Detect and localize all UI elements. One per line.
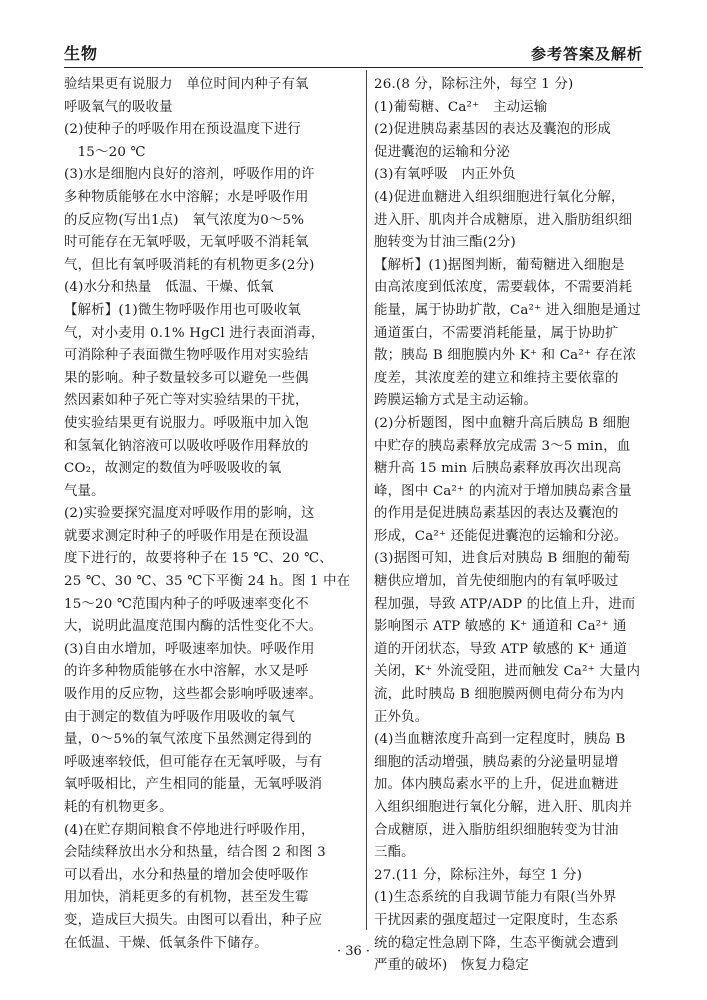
text-line: 严重的破坏) 恢复力稳定: [374, 958, 529, 974]
text-line: 然因素如种子死亡等对实验结果的干扰，: [64, 393, 309, 409]
text-line: CO₂，故测定的数值为呼吸吸收的氧: [64, 461, 282, 477]
subject-label: 生物: [64, 44, 99, 63]
text-line: 进入肝、肌肉并合成糖原，进入脂肪组织细: [374, 212, 633, 228]
text-line: 27.(11 分，除标注外，每空 1 分): [374, 867, 583, 883]
text-line: 【解析】(1)微生物呼吸作用也可吸收氧: [64, 302, 302, 318]
text-line: 时可能存在无氧呼吸，无氧呼吸不消耗氧: [64, 235, 309, 251]
text-line: 形成，Ca²⁺ 还能促进囊泡的运输和分泌。: [374, 528, 628, 544]
right-column: [374, 74, 650, 978]
text-line: (2)使种子的呼吸作用在预设温度下进行: [64, 122, 302, 138]
text-line: 通道蛋白，不需要消耗能量，属于协助扩: [374, 325, 619, 341]
text-line: 氧呼吸相比，产生相同的能量，无氧呼吸消: [64, 777, 323, 793]
text-line: 15～20 ℃: [64, 144, 146, 160]
page-number: · 36 ·: [336, 944, 371, 959]
text-line: 的作用是促进胰岛素基因的表达及囊泡的: [374, 506, 619, 522]
text-line: 胞转变为甘油三酯(2分): [374, 235, 516, 251]
text-line: (3)水是细胞内良好的溶剂，呼吸作用的许: [64, 167, 315, 183]
text-line: (3)自由水增加，呼吸速率加快。呼吸作用: [64, 641, 315, 657]
section-label: 参考答案及解析: [530, 45, 643, 63]
text-line: 量，0～5%的氧气浓度下虽然测定得到的: [64, 732, 312, 748]
text-line: 峰，图中 Ca²⁺ 的内流对于增加胰岛素含量: [374, 483, 632, 499]
text-line: 能量，属于协助扩散，Ca²⁺ 进入细胞是通过: [374, 302, 641, 318]
text-line: 关闭，K⁺ 外流受阻，进而触发 Ca²⁺ 大量内: [374, 664, 641, 680]
text-line: 统的稳定性急剧下降，生态平衡就会遭到: [374, 935, 619, 951]
text-line: (3)有氧呼吸 内正外负: [374, 167, 516, 183]
text-line: 呼吸速率较低，但可能存在无氧呼吸，与有: [64, 754, 323, 770]
text-line: 变，造成巨大损失。由图可以看出，种子应: [64, 912, 323, 928]
text-line: 在低温、干燥、低氧条件下储存。: [64, 935, 268, 951]
text-line: (4)促进血糖进入组织细胞进行氧化分解，: [374, 189, 625, 205]
text-line: 使实验结果更有说服力。呼吸瓶中加入饱: [64, 415, 309, 431]
text-line: (2)促进胰岛素基因的表达及囊泡的形成: [374, 122, 612, 138]
text-line: 由于测定的数值为呼吸作用吸收的氧气: [64, 709, 296, 725]
text-line: 道的开闭状态，导致 ATP 敏感的 K⁺ 通道: [374, 641, 628, 657]
text-line: 气，但比有氧呼吸消耗的有机物更多(2分): [64, 257, 315, 273]
text-line: 验结果更有说服力 单位时间内种子有氧: [64, 77, 309, 92]
text-line: 跨膜运输方式是主动运输。: [374, 393, 538, 409]
text-line: 散；胰岛 B 细胞膜内外 K⁺ 和 Ca²⁺ 存在浓: [374, 348, 637, 364]
text-line: 加。体内胰岛素水平的上升，促进血糖进: [374, 777, 619, 793]
text-line: 用加快，消耗更多的有机物，甚至发生霉: [64, 890, 309, 906]
text-line: 糖供应增加，首先使细胞内的有氧呼吸过: [374, 574, 619, 590]
text-line: 26.(8 分，除标注外，每空 1 分): [374, 77, 574, 92]
text-line: 中贮存的胰岛素释放完成需 3～5 min，血: [374, 438, 631, 454]
text-line: 正外负。: [374, 709, 429, 725]
text-line: 可以看出，水分和热量的增加会使呼吸作: [64, 867, 309, 883]
text-line: 多种物质能够在水中溶解；水是呼吸作用: [64, 189, 309, 205]
text-line: 合成糖原，进入脂肪组织细胞转变为甘油: [374, 822, 619, 838]
text-line: 大，说明此温度范围内酶的活性变化不大。: [64, 619, 323, 635]
text-line: 程加强，导致 ATP/ADP 的比值上升，进而: [374, 596, 636, 612]
text-line: 度差，其浓度差的建立和维持主要依靠的: [374, 370, 619, 386]
text-line: 促进囊泡的运输和分泌: [374, 144, 510, 160]
text-line: 呼吸氧气的吸收量: [64, 99, 173, 115]
text-line: 的反应物(写出1点) 氧气浓度为0～5%: [64, 212, 305, 228]
text-line: 就要求测定时种子的呼吸作用是在预设温: [64, 528, 309, 544]
text-line: 气量。: [64, 483, 105, 499]
text-line: (3)据图可知，进食后对胰岛 B 细胞的葡萄: [374, 551, 630, 567]
text-line: 由高浓度到低浓度，需要载体，不需要消耗: [374, 280, 633, 296]
text-line: 吸作用的反应物，这些都会影响呼吸速率。: [64, 687, 323, 703]
text-line: 15～20 ℃范围内种子的呼吸速率变化不: [64, 596, 309, 612]
text-line: 耗的有机物更多。: [64, 800, 173, 815]
text-line: (4)在贮存期间粮食不停地进行呼吸作用，: [64, 822, 315, 838]
text-line: 和氢氧化钠溶液可以吸收呼吸作用释放的: [64, 438, 309, 454]
text-line: 影响图示 ATP 敏感的 K⁺ 通道和 Ca²⁺ 通: [374, 619, 627, 635]
text-line: (2)分析题图，图中血糖升高后胰岛 B 细胞: [374, 415, 630, 431]
left-column: [64, 74, 360, 955]
text-line: (1)生态系统的自我调节能力有限(当外界: [374, 890, 617, 906]
text-line: (2)实验要探究温度对呼吸作用的影响，这: [64, 506, 315, 522]
text-line: 的许多种物质能够在水中溶解，水又是呼: [64, 664, 309, 680]
text-line: 细胞的活动增强，胰岛素的分泌量明显增: [374, 754, 619, 770]
text-line: 可消除种子表面微生物呼吸作用对实验结: [64, 348, 309, 364]
text-line: 入组织细胞进行氧化分解，进入肝、肌肉并: [374, 800, 633, 815]
text-line: 流，此时胰岛 B 细胞膜两侧电荷分布为内: [374, 687, 624, 703]
text-line: 会陆续释放出水分和热量，结合图 2 和图 3: [64, 845, 326, 861]
page-header: [64, 40, 643, 68]
text-line: 25 ℃、30 ℃、35 ℃下平衡 24 h。图 1 中在: [64, 574, 351, 590]
text-line: (1)葡萄糖、Ca²⁺ 主动运输: [374, 99, 548, 115]
text-line: (4)当血糖浓度升高到一定程度时，胰岛 B: [374, 732, 626, 748]
text-line: 糖升高 15 min 后胰岛素释放再次出现高: [374, 461, 622, 477]
column-divider: [366, 70, 367, 930]
text-line: 度下进行的，故要将种子在 15 ℃、20 ℃、: [64, 551, 333, 567]
text-line: 【解析】(1)据图判断，葡萄糖进入细胞是: [374, 257, 625, 273]
text-line: 果的影响。种子数量较多可以避免一些偶: [64, 370, 309, 386]
text-line: 三酯。: [374, 845, 415, 861]
text-line: (4)水分和热量 低温、干燥、低氧: [64, 280, 274, 296]
header-rule: [64, 67, 643, 68]
text-line: 气，对小麦用 0.1% HgCl 进行表面消毒，: [64, 325, 325, 341]
text-line: 干扰因素的强度超过一定限度时，生态系: [374, 912, 619, 928]
